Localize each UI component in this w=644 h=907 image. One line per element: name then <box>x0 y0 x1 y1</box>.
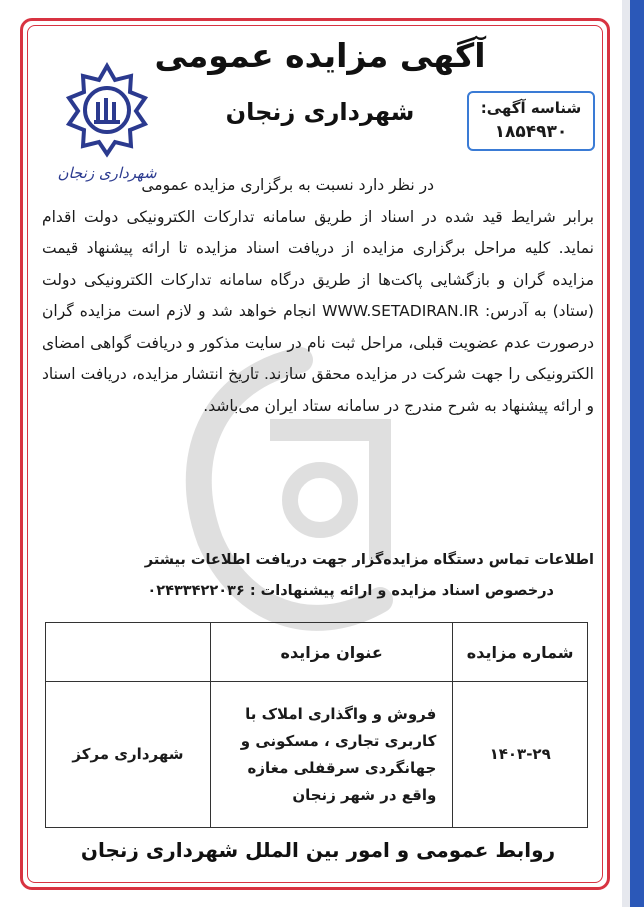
organization-name: شهرداری زنجان <box>225 98 415 126</box>
cell-title: فروش و واگذاری املاک با کاربری تجاری ، مسکونی و جهانگردی سرقفلی مغازه واقع در شهر زنجان <box>210 682 452 828</box>
notice-id-value: ۱۸۵۴۹۳۰ <box>494 122 568 142</box>
page-edge-shadow <box>622 0 630 907</box>
header-organizer <box>46 623 211 682</box>
page-edge-strip <box>630 0 644 907</box>
body-first-line: در نظر دارد نسبت به برگزاری مزایده عمومی <box>141 176 434 194</box>
municipality-logo <box>52 58 162 183</box>
logo-emblem-icon <box>52 58 162 158</box>
table-row <box>46 682 588 828</box>
header-title: عنوان مزایده <box>210 623 452 682</box>
notice-id-box <box>467 91 595 151</box>
contact-line-2 <box>42 576 594 607</box>
contact-info <box>42 545 594 607</box>
cell-organizer: شهرداری مرکز <box>46 682 211 828</box>
logo-caption: شهرداری زنجان <box>57 164 157 182</box>
page-title: آگهی مزایده عمومی <box>154 36 486 75</box>
contact-phone: ۰۲۴۳۳۴۲۲۰۳۶ <box>147 583 245 599</box>
body-paragraph: برابر شرایط قید شده در اسناد از طریق سامانه تدارکات الکترونیکی دولت اقدام نماید. کلیه مراحل برگزاری مزایده از دریافت اسناد مزایده تا ارائه پیشنهاد قیمت مزایده گران و بازگشایی پاکت‌ها از طریق درگاه سامانه تدارکات الکترونیکی دولت (ستاد) به آدرس: WWW.SETADIRAN.IR انجام خواهد شد و لازم است مزایده گران درصورت عدم عضویت قبلی، مراحل ثبت نام در سایت مذکور و دریافت گواهی امضای الکترونیکی را جهت شرکت در مزایده محقق سازند. تاریخ انتشار مزایده، دریافت اسناد و ارائه پیشنهاد به شرح مندرج در سامانه ستاد ایران می‌باشد. <box>42 207 594 415</box>
header-number: شماره مزایده <box>453 623 588 682</box>
contact-line-2-text: درخصوص اسناد مزایده و ارائه پیشنهادات : <box>249 583 554 599</box>
contact-line-1: اطلاعات تماس دستگاه مزایده‌گزار جهت دریافت اطلاعات بیشتر <box>144 552 594 568</box>
notice-id-label: شناسه آگهی: <box>480 99 582 117</box>
cell-number: ۱۴۰۳-۲۹ <box>453 682 588 828</box>
announcement-body <box>42 170 594 422</box>
tender-table <box>45 622 588 828</box>
table-header-row <box>46 623 588 682</box>
footer-signature: روابط عمومی و امور بین الملل شهرداری زنجان <box>80 838 556 862</box>
